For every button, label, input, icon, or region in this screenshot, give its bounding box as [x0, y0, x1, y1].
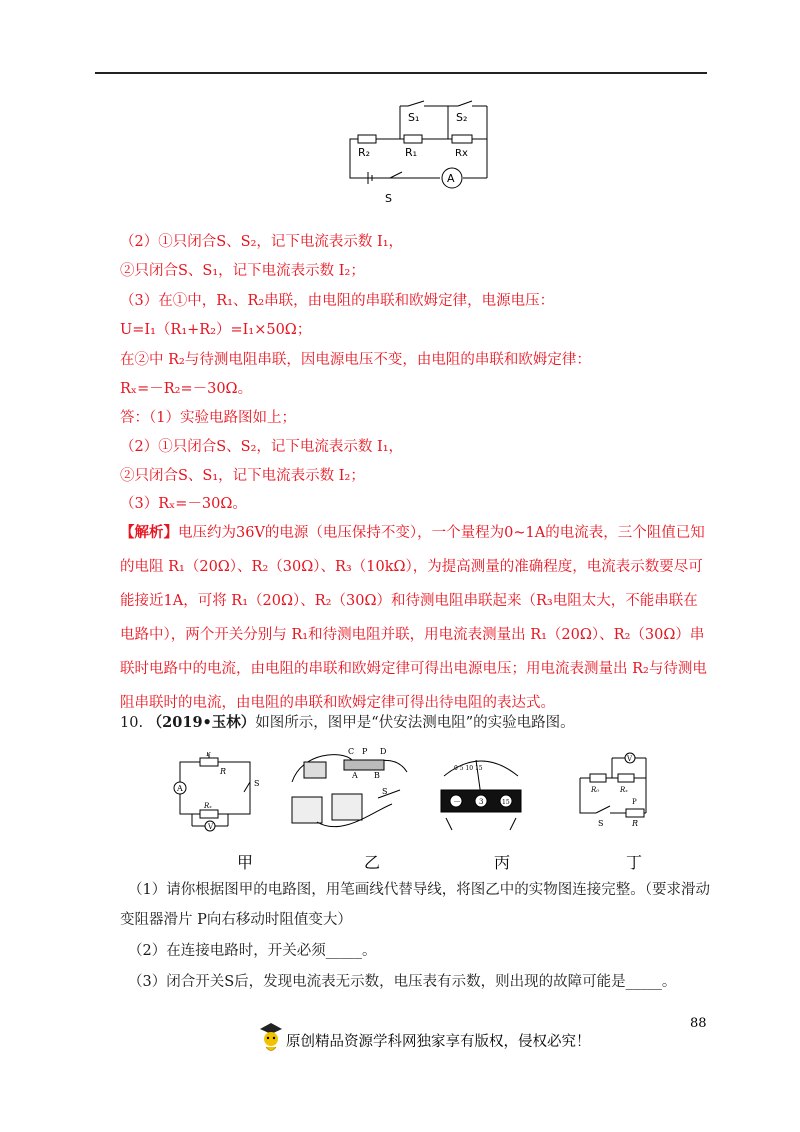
- figure-ding-circuit: [560, 748, 660, 833]
- sub-question-3: （3）闭合开关S后，发现电流表无示数，电压表有示数，则出现的故障可能是_____。: [128, 974, 677, 990]
- figure-yi-apparatus: [282, 742, 412, 837]
- yi-label-a: A: [352, 771, 358, 780]
- label-s2: S₂: [456, 111, 468, 124]
- jia-label-a: A: [177, 784, 183, 793]
- caption-bing: 丙: [494, 853, 511, 872]
- answer-line-6: Rₓ=－R₂=－30Ω。: [120, 381, 253, 397]
- circuit-diagram-top: [330, 92, 510, 212]
- jia-label-v: V: [208, 823, 214, 831]
- answer-line-10: （3）Rₓ=－30Ω。: [120, 496, 247, 512]
- figure-bing-voltmeter: [436, 746, 526, 834]
- bing-label-three: 3: [479, 798, 484, 806]
- jia-label-p: P: [206, 752, 211, 758]
- answer-line-1: （2）①只闭合S、S₂，记下电流表示数 I₁，: [120, 234, 404, 250]
- answer-line-8: （2）①只闭合S、S₂，记下电流表示数 I₁，: [120, 439, 404, 455]
- ding-label-rx: Rₓ: [620, 786, 628, 794]
- label-ammeter: A: [447, 172, 455, 185]
- ding-label-v: V: [627, 755, 633, 763]
- label-r2: R₂: [358, 146, 371, 159]
- jia-label-r: R: [220, 767, 227, 776]
- caption-jia: 甲: [237, 853, 254, 872]
- sub-question-1b: 变阻器滑片 P向右移动时阻值变大）: [120, 912, 352, 928]
- analysis-paragraph: [120, 516, 708, 720]
- question-source: （2019•玉林）: [147, 714, 256, 731]
- page-number: 88: [690, 1016, 707, 1031]
- label-r1: R₁: [405, 146, 418, 159]
- label-s: S: [385, 192, 392, 205]
- answer-line-9: ②只闭合S、S₁，记下电流表示数 I₂；: [120, 468, 365, 484]
- jia-label-s: S: [254, 779, 260, 788]
- bing-label-minus: －: [453, 797, 461, 806]
- bing-label-fifteen: 15: [502, 799, 510, 806]
- answer-line-5: 在②中 R₂与待测电阻串联，因电源电压不变，由电阻的串联和欧姆定律：: [120, 352, 591, 368]
- caption-yi: 乙: [364, 853, 381, 872]
- answer-line-3: （3）在①中，R₁、R₂串联，由电阻的串联和欧姆定律，电源电压：: [120, 293, 555, 309]
- answer-line-4: U=I₁（R₁+R₂）=I₁×50Ω；: [120, 322, 312, 338]
- sub-question-2: （2）在连接电路时，开关必须_____。: [128, 943, 377, 959]
- yi-label-c: C: [348, 747, 355, 756]
- mascot-logo-icon: [258, 1020, 284, 1054]
- label-rx: Rx: [455, 148, 468, 159]
- question-text: 如图所示，图甲是“伏安法测电阻”的实验电路图。: [255, 715, 575, 731]
- yi-label-p: P: [362, 747, 368, 756]
- analysis-text: 电压约为36V的电源（电压保持不变），一个量程为0~1A的电流表，三个阻值已知的电阻 R₁（20Ω）、R₂（30Ω）、R₃（10kΩ），为提高测量的准确程度，电流表示数要尽可能接近1A，可将 R₁（20Ω）、R₂（30Ω）和待测电阻串联起来（R₃电阻太大，不能串联在电路中），两个开关分别与 R₁和待测电阻并联，用电流表测量出 R₁（20Ω）、R₂（30Ω）串联时电路中的电流，由电阻的串联和欧姆定律可得出电源电压；用电流表测量出 R₂与待测电阻串联时的电流，由电阻的串联和欧姆定律可得出待电阻的表达式。: [120, 525, 707, 711]
- ding-label-p: P: [632, 798, 637, 806]
- copyright-notice: 原创精品资源学科网独家享有版权，侵权必究！: [286, 1034, 591, 1050]
- answer-line-7: 答：（1）实验电路图如上；: [120, 410, 296, 426]
- yi-label-s: S: [382, 787, 388, 796]
- analysis-tag: 【解析】: [120, 524, 178, 541]
- label-s1: S₁: [408, 111, 420, 124]
- answer-line-2: ②只闭合S、S₁，记下电流表示数 I₂；: [120, 263, 365, 279]
- question-10: [120, 713, 575, 733]
- caption-ding: 丁: [626, 853, 643, 872]
- header-rule: [95, 72, 707, 74]
- question-number: 10.: [120, 715, 144, 731]
- jia-label-rx: Rₓ: [204, 802, 212, 810]
- bing-label-scale: 0 5 10 15: [454, 765, 483, 772]
- ding-label-s: S: [598, 819, 604, 828]
- yi-label-b: B: [374, 771, 380, 780]
- ding-label-r0: R₀: [591, 786, 600, 794]
- figure-jia-circuit: [170, 752, 270, 832]
- yi-label-d: D: [380, 747, 387, 756]
- ding-label-r: R: [632, 819, 639, 828]
- sub-question-1a: （1）请你根据图甲的电路图，用笔画线代替导线，将图乙中的实物图连接完整。（要求滑动: [128, 882, 710, 898]
